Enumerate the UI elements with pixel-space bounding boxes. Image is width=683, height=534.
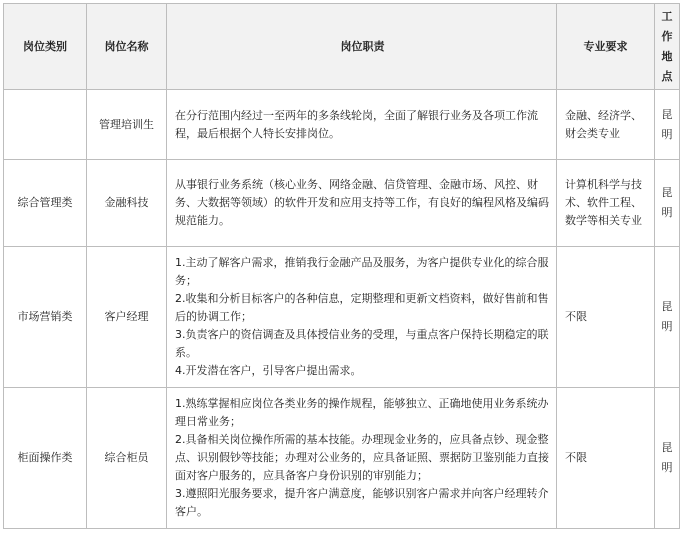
duty-item: 2.收集和分析目标客户的各种信息，定期整理和更新文档资料，做好售前和售后的协调工作； (175, 292, 549, 323)
row-duties (167, 388, 557, 529)
table-row (4, 160, 680, 247)
row-category (4, 90, 87, 160)
row-category: 市场营销类 (4, 247, 87, 388)
row-position: 管理培训生 (87, 90, 167, 160)
row-duties (167, 247, 557, 388)
duty-item: 3.遵照阳光服务要求，提升客户满意度，能够识别客户需求并向客户经理转介客户。 (175, 487, 549, 518)
header-requirements: 专业要求 (557, 4, 655, 90)
table-row (4, 90, 680, 160)
row-requirements: 不限 (557, 388, 655, 529)
row-requirements: 金融、经济学、财会类专业 (557, 90, 655, 160)
row-requirements: 不限 (557, 247, 655, 388)
duty-item: 2.具备相关岗位操作所需的基本技能。办理现金业务的，应具备点钞、现金整点、识别假钞等技能；办理对公业务的，应具备证照、票据防卫鉴别能力直接面对客户服务的，应具备客户身份识别的审别能力； (175, 433, 549, 482)
row-location: 昆明 (655, 247, 680, 388)
row-position: 客户经理 (87, 247, 167, 388)
header-category: 岗位类别 (4, 4, 87, 90)
row-category: 柜面操作类 (4, 388, 87, 529)
job-table (3, 3, 680, 529)
row-location: 昆明 (655, 160, 680, 247)
row-duties: 在分行范围内经过一至两年的多条线轮岗，全面了解银行业务及各项工作流程，最后根据个人特长安排岗位。 (167, 90, 557, 160)
duty-item: 3.负责客户的资信调查及具体授信业务的受理，与重点客户保持长期稳定的联系。 (175, 328, 549, 359)
row-requirements: 计算机科学与技术、软件工程、数学等相关专业 (557, 160, 655, 247)
duty-item: 1.主动了解客户需求，推销我行金融产品及服务，为客户提供专业化的综合服务； (175, 256, 549, 287)
row-location: 昆明 (655, 388, 680, 529)
row-location: 昆明 (655, 90, 680, 160)
row-category: 综合管理类 (4, 160, 87, 247)
header-location: 工作地点 (655, 4, 680, 90)
table-row (4, 388, 680, 529)
table-row (4, 247, 680, 388)
duty-item: 1.熟练掌握相应岗位各类业务的操作规程，能够独立、正确地使用业务系统办理日常业务； (175, 397, 549, 428)
duty-item: 4.开发潜在客户，引导客户提出需求。 (175, 364, 362, 377)
header-position: 岗位名称 (87, 4, 167, 90)
header-row (4, 4, 680, 90)
row-position: 综合柜员 (87, 388, 167, 529)
header-duties: 岗位职责 (167, 4, 557, 90)
row-position: 金融科技 (87, 160, 167, 247)
row-duties: 从事银行业务系统（核心业务、网络金融、信贷管理、金融市场、风控、财务、大数据等领域）的软件开发和应用支持等工作，有良好的编程风格及编码规范能力。 (167, 160, 557, 247)
